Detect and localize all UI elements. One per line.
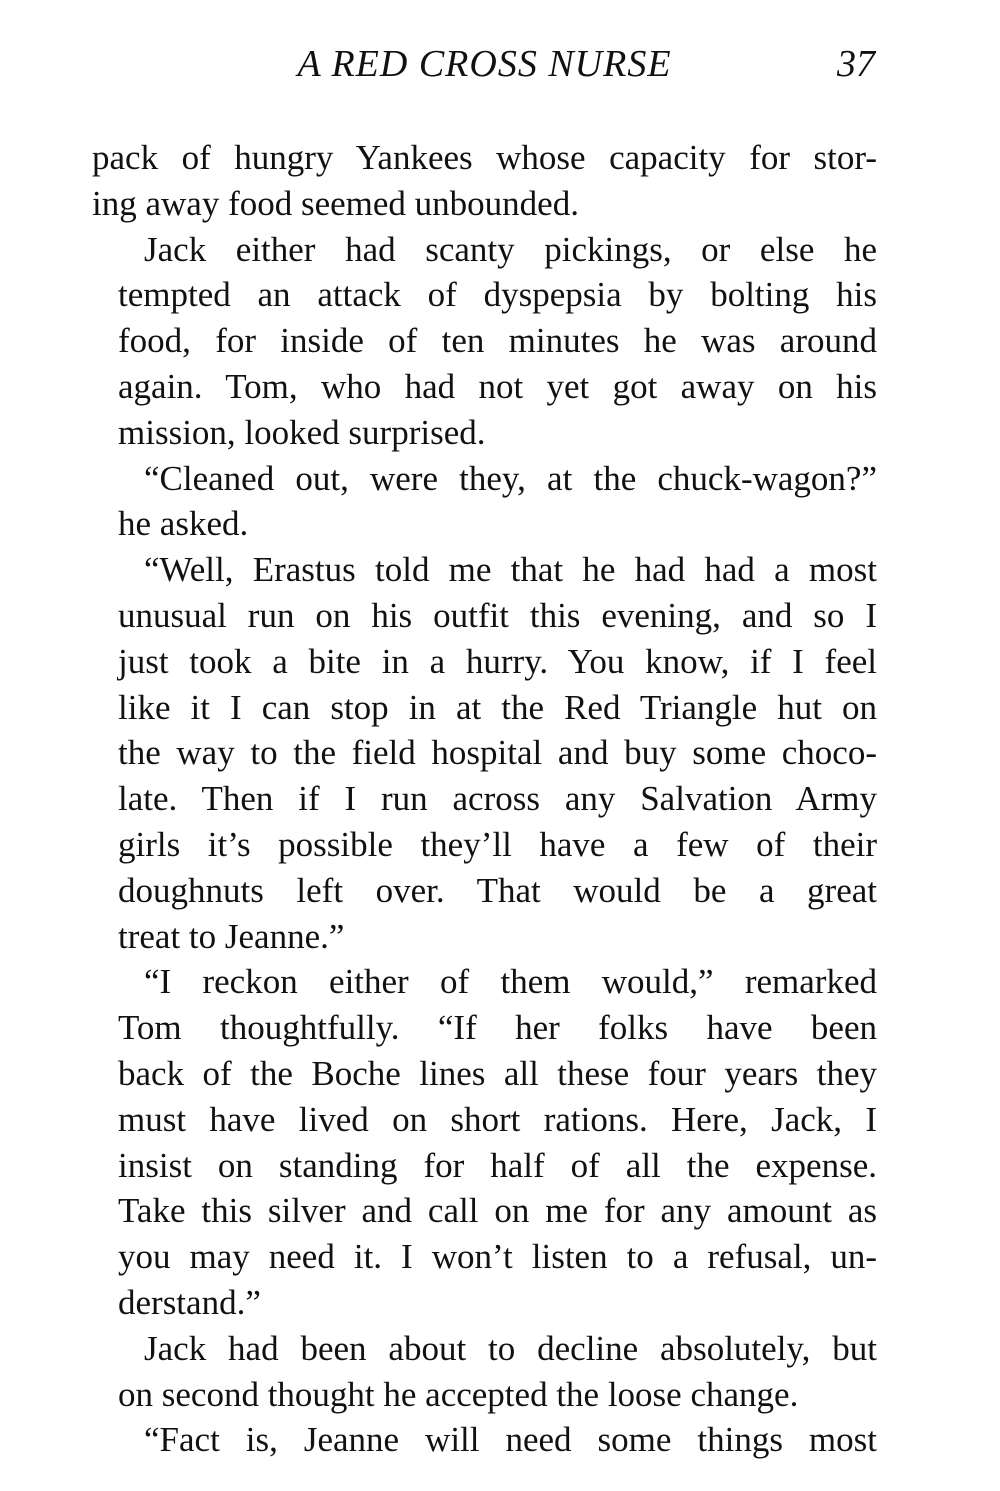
paragraph xyxy=(92,959,877,1325)
text-line: ing away food seemed unbounded. xyxy=(92,183,579,223)
text-line: you may need it. I won’t listen to a refusal, un- xyxy=(118,1237,877,1277)
text-line: derstand.” xyxy=(118,1282,261,1322)
text-line: back of the Boche lines all these four years they xyxy=(118,1053,877,1093)
text-line: late. Then if I run across any Salvation Army xyxy=(118,779,877,819)
text-line: tempted an attack of dyspepsia by bolting his xyxy=(118,275,877,315)
paragraph xyxy=(92,1326,877,1418)
text-line: “Well, Erastus told me that he had had a most xyxy=(144,550,877,590)
text-line: “I reckon either of them would,” remarked xyxy=(144,962,877,1002)
text-line: girls it’s possible they’ll have a few of their xyxy=(118,824,877,864)
running-head xyxy=(92,38,877,90)
text-line: on second thought he accepted the loose change. xyxy=(118,1374,799,1414)
page-number: 37 xyxy=(837,43,875,85)
text-line: mission, looked surprised. xyxy=(118,412,486,452)
paragraph xyxy=(92,456,877,548)
text-line: “Fact is, Jeanne will need some things most xyxy=(144,1420,877,1460)
text-line: he asked. xyxy=(118,504,249,544)
text-line: insist on standing for half of all the expense. xyxy=(118,1145,877,1185)
text-line: unusual run on his outfit this evening, and so I xyxy=(118,595,877,635)
paragraph xyxy=(92,547,877,959)
text-line: must have lived on short rations. Here, Jack, I xyxy=(118,1099,877,1139)
text-line: Jack had been about to decline absolutely, but xyxy=(144,1328,877,1368)
text-line: doughnuts left over. That would be a great xyxy=(118,870,877,910)
text-line: Tom thoughtfully. “If her folks have been xyxy=(118,1008,877,1048)
text-line: the way to the field hospital and buy some choco- xyxy=(118,733,877,773)
text-line: Jack either had scanty pickings, or else he xyxy=(144,229,877,269)
text-line: Take this silver and call on me for any amount as xyxy=(118,1191,877,1231)
paragraph xyxy=(92,227,877,456)
text-line: treat to Jeanne.” xyxy=(118,916,345,956)
text-line: again. Tom, who had not yet got away on his xyxy=(118,366,877,406)
running-title: A RED CROSS NURSE xyxy=(297,43,672,85)
text-line: pack of hungry Yankees whose capacity for stor- xyxy=(92,138,877,177)
paragraph xyxy=(92,135,877,227)
paragraph xyxy=(92,1417,877,1463)
text-line: “Cleaned out, were they, at the chuck-wagon?” xyxy=(144,458,877,498)
text-line: food, for inside of ten minutes he was around xyxy=(118,321,877,361)
text-line: like it I can stop in at the Red Triangle hut on xyxy=(118,687,877,727)
text-line: just took a bite in a hurry. You know, if I feel xyxy=(118,641,877,681)
body-text xyxy=(92,135,877,1463)
